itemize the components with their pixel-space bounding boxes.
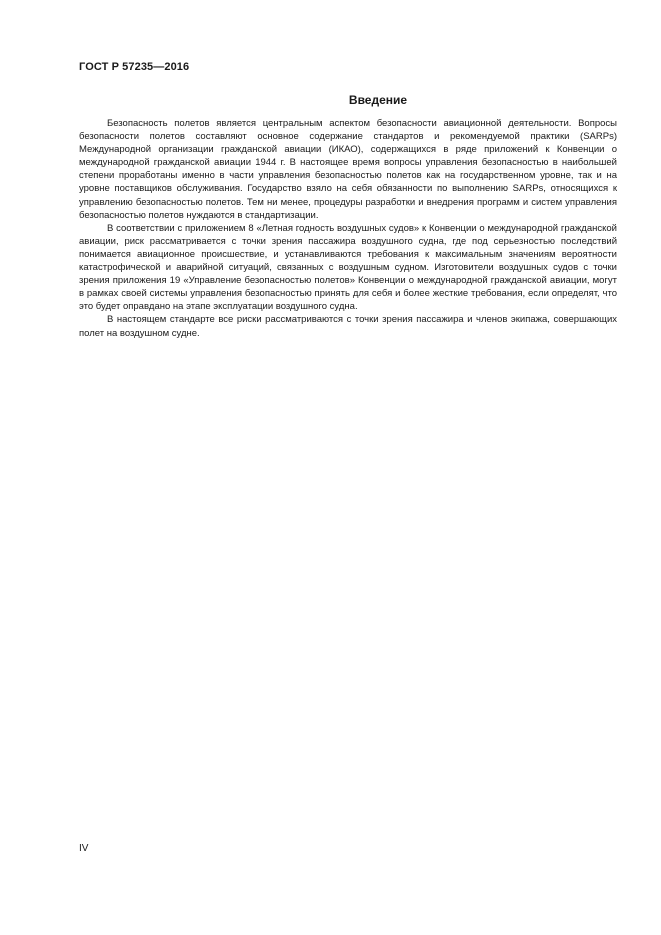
section-body [79,117,617,340]
paragraph-1: Безопасность полетов является центральным аспектом безопасности авиационной деятельности. Вопросы безопасности полетов составляют основное содержание стандартов и рекомендуемой практики (SARPs) Международной организации гражданской авиации (ИКАО), содержащихся в ряде приложений к Конвенции о международной гражданской авиации 1944 г. В настоящее время вопросы управления безопасностью в наибольшей степени проработаны именно в части управления безопасностью полетов как на государственном уровне, так и на уровне поставщиков обслуживания. Государство взяло на себя обязанности по выполнению SARPs, относящихся к управлению безопасностью полетов. Тем ни менее, процедуры разработки и внедрения программ и систем управления безопасностью полетов нуждаются в стандартизации. [79,118,617,221]
document-code: ГОСТ Р 57235—2016 [79,61,190,73]
paragraph-3: В настоящем стандарте все риски рассматриваются с точки зрения пассажира и членов экипажа, совершающих полет на воздушном судне. [79,314,617,339]
page-number: IV [79,843,89,854]
section-title: Введение [348,93,408,107]
paragraph-2: В соответствии с приложением 8 «Летная годность воздушных судов» к Конвенции о международной гражданской авиации, риск рассматривается с точки зрения пассажира воздушного судна, где под серьезностью последствий понимается авиационное происшествие, и устанавливаются требования к максимальным значениям вероятности катастрофической и аварийной ситуаций, связанных с воздушным судном. Изготовители воздушных судов с точки зрения приложения 19 «Управление безопасностью полетов» Конвенции о международной гражданской авиации, могут в рамках своей системы управления безопасностью принять для себя и более жесткие требования, если определят, что это будет оправдано на этапе эксплуатации воздушного судна. [79,222,617,313]
